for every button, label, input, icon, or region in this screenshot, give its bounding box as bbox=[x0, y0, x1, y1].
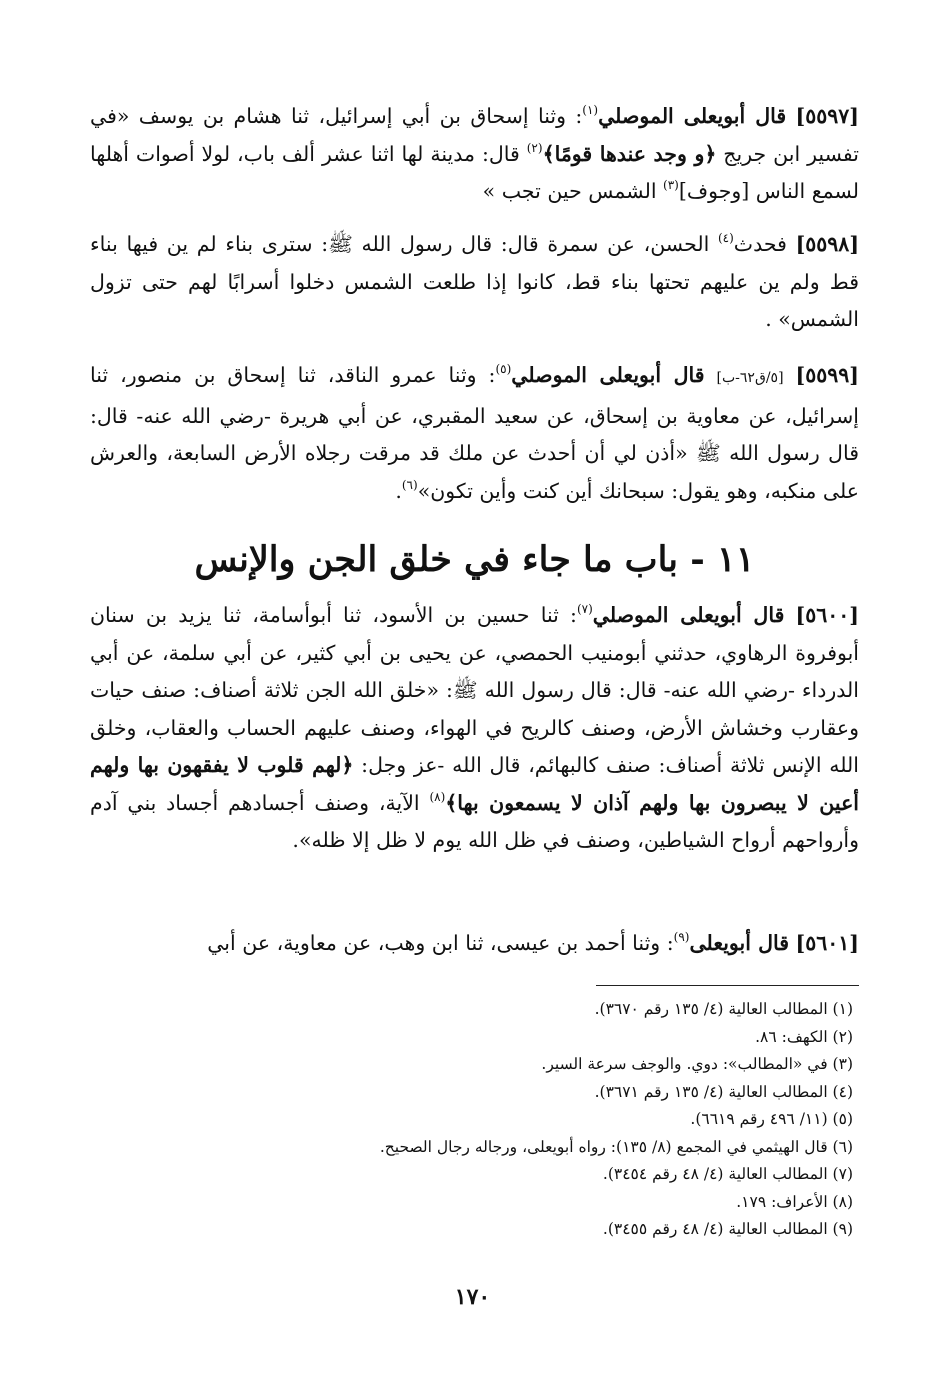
quran-quote: ﴿لهم قلوب لا يفقهون بها ولهم أعين لا يبصرون بها ولهم آذان لا يسمعون بها﴾ bbox=[90, 753, 859, 815]
hadith-5599 bbox=[90, 357, 859, 510]
narrator: قال أبويعلى الموصلي bbox=[511, 363, 705, 387]
hadith-5601 bbox=[90, 925, 859, 963]
hadith-number: [٥٦٠٠] bbox=[795, 603, 859, 627]
hadith-text: قال: مدينة لها اثنا عشر ألف باب، لولا أصوات أهلها لسمع الناس [وجوف] bbox=[90, 141, 859, 203]
hadith-text: : وثنا إسحاق بن أبي إسرائيل، ثنا هشام بن يوسف «في تفسير ابن جريج bbox=[90, 104, 859, 166]
footnote: (٥) (١١/ ٤٩٦ رقم ٦٦١٩). bbox=[690, 1110, 853, 1128]
footnote: (٣) في «المطالب»: دوي. والوجف سرعة السير. bbox=[541, 1055, 853, 1073]
footnote: (٦) قال الهيثمي في المجمع (٨/ ١٣٥): رواه أبويعلى، ورجاله رجال الصحيح. bbox=[379, 1137, 853, 1156]
hadith-text: الحسن، عن سمرة قال: قال رسول الله ﷺ: سترى بناء لم ين فيها بناء قط ولم ين عليهم تحتها بناء قط، كانوا إذا طلعت الشمس دخلوا أسرابًا لهم حتى تزول الشمس» . bbox=[90, 232, 859, 331]
narrator: قال أبويعلى bbox=[689, 931, 790, 955]
hadith-5600 bbox=[90, 597, 859, 860]
chapter-title: ١١ - باب ما جاء في خلق الجن والإنس bbox=[194, 539, 755, 580]
hadith-5598 bbox=[90, 226, 859, 339]
footnote: (٧) المطالب العالية (٤/ ٤٨ رقم ٣٤٥٤). bbox=[602, 1165, 853, 1183]
footnote-ref[interactable]: (٤) bbox=[717, 231, 734, 245]
footnote-ref[interactable]: (١) bbox=[582, 103, 599, 117]
quran-quote: ﴿و وجد عندها قومًا﴾ bbox=[542, 141, 717, 166]
hadith-number: [٥٥٩٧] bbox=[795, 104, 859, 128]
page-number: ١٧٠ bbox=[454, 1284, 491, 1310]
footnote-divider bbox=[596, 985, 859, 986]
hadith-number: [٥٥٩٩] bbox=[795, 363, 859, 387]
hadith-lead: فحدث bbox=[733, 232, 796, 256]
footnote: (٩) المطالب العالية (٤/ ٤٨ رقم ٣٤٥٥). bbox=[602, 1220, 853, 1238]
sentence-end: . bbox=[395, 478, 402, 503]
hadith-number: [٥٦٠١] bbox=[795, 931, 859, 955]
hadith-text: الشمس حين تجب » bbox=[482, 179, 664, 203]
hadith-5597 bbox=[90, 98, 859, 211]
footnote: (٤) المطالب العالية (٤/ ١٣٥ رقم ٣٦٧١). bbox=[594, 1082, 853, 1101]
hadith-text: : وثنا عمرو الناقد، ثنا إسحاق بن منصور، ثنا إسرائيل، عن معاوية بن إسحاق، عن سعيد المقبري، عن أبي هريرة -رضي الله عنه- قال: قال رسول الله ﷺ «أذن لي أن أحدث عن ملك قد مرقت رجلاه الأرض السابعة، والعرش على منكبه، وهو يقول: سبحانك أين كنت وأين تكون» bbox=[90, 363, 859, 503]
manuscript-ref: [٥/ق٦٢-ب] bbox=[716, 370, 784, 386]
footnote: (٢) الكهف: ٨٦. bbox=[755, 1027, 853, 1046]
hadith-text: : ثنا حسين بن الأسود، ثنا أبوأسامة، ثنا يزيد بن سنان أبوفروة الرهاوي، حدثني أبومنيب الحمصي، عن يحيى بن أبي كثير، عن أبي سلمة، عن أبي الدرداء -رضي الله عنه- قال: قال رسول الله ﷺ: «خلق الله الجن ثلاثة أصناف: صنف حيات وعقارب وخشاش الأرض، وصنف كالريح في الهواء، وصنف عليهم الحساب والعقاب، وخلق الله الإنس ثلاثة أصناف: صنف كالبهائم، قال الله -عز وجل: bbox=[90, 603, 860, 777]
narrator: قال أبويعلى الموصلي bbox=[598, 104, 787, 128]
footnote-ref[interactable]: (٨) bbox=[429, 789, 446, 804]
hadith-number: [٥٥٩٨] bbox=[795, 232, 860, 256]
footnote: (٨) الأعراف: ١٧٩. bbox=[736, 1192, 853, 1211]
hadith-text: الآية، وصنف أجسادهم أجساد بني آدم وأرواحهم أرواح الشياطين، وصنف في ظل الله يوم لا ظل إلا ظله». bbox=[90, 790, 859, 852]
footnote-ref[interactable]: (٥) bbox=[495, 362, 512, 376]
footnote-ref[interactable]: (٧) bbox=[576, 602, 593, 616]
footnote: (١) المطالب العالية (٤/ ١٣٥ رقم ٣٦٧٠). bbox=[594, 1000, 853, 1018]
footnotes-list bbox=[120, 996, 853, 1244]
footnote-ref[interactable]: (٦) bbox=[401, 477, 418, 492]
hadith-text: : وثنا أحمد بن عيسى، ثنا ابن وهب، عن معاوية، عن أبي bbox=[207, 931, 674, 955]
footnote-ref[interactable]: (٩) bbox=[673, 930, 690, 944]
footnote-ref[interactable]: (٢) bbox=[526, 140, 543, 155]
footnote-ref[interactable]: (٣) bbox=[663, 178, 679, 192]
narrator: قال أبويعلى الموصلي bbox=[592, 603, 785, 627]
